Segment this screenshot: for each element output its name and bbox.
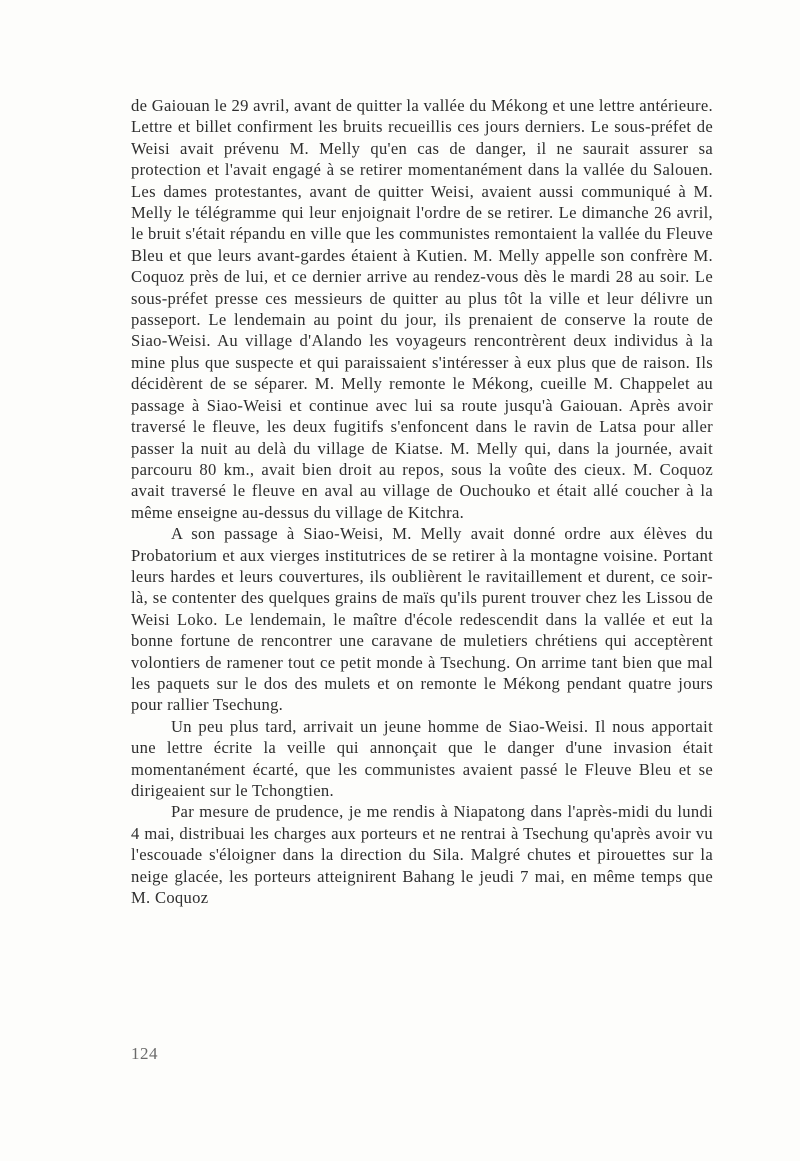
page-number: 124 <box>131 1044 158 1063</box>
paragraph-3: Un peu plus tard, arrivait un jeune homme de Siao-Weisi. Il nous apportait une lettre écrite la veille qui annonçait que le danger d'une invasion était momentanément écarté, que les communistes avaient passé le Fleuve Bleu et se dirigeaient sur le Tchongtien. <box>131 716 713 800</box>
paragraph-1: de Gaiouan le 29 avril, avant de quitter la vallée du Mékong et une lettre antérieure. Lettre et billet confirment les bruits recueillis ces jours derniers. Le sous-préfet de Weisi avait prévenu M. Melly qu'en cas de danger, il ne saurait assurer sa protection et l'avait engagé à se retirer momentanément dans la vallée du Salouen. Les dames protestantes, avant de quitter Weisi, avaient aussi communiqué à M. Melly le télégramme qui leur enjoignait l'ordre de se retirer. Le dimanche 26 avril, le bruit s'était répandu en ville que les communistes remontaient la vallée du Fleuve Bleu et que leurs avant-gardes étaient à Kutien. M. Melly appelle son confrère M. Coquoz près de lui, et ce dernier arrive au rendez-vous dès le mardi 28 au soir. Le sous-préfet presse ces messieurs de quitter au plus tôt la ville et leur délivre un passeport. Le lendemain au point du jour, ils prenaient de conserve la route de Siao-Weisi. Au village d'Alando les voyageurs rencontrèrent deux individus à la mine plus que suspecte et qui paraissaient s'intéresser à eux plus que de raison. Ils décidèrent de se séparer. M. Melly remonte le Mékong, cueille M. Chappelet au passage à Siao-Weisi et continue avec lui sa route jusqu'à Gaiouan. Après avoir traversé le fleuve, les deux fugitifs s'enfoncent dans le ravin de Latsa pour aller passer la nuit au delà du village de Kiatse. M. Melly qui, dans la journée, avait parcouru 80 km., avait bien droit au repos, sous la voûte des cieux. M. Coquoz avait traversé le fleuve en aval au village de Ouchouko et était allé coucher à la même enseigne au-dessus du village de Kitchra. <box>131 96 713 522</box>
paragraph-2: A son passage à Siao-Weisi, M. Melly avait donné ordre aux élèves du Probatorium et aux vierges institutrices de se retirer à la montagne voisine. Portant leurs hardes et leurs couvertures, ils oublièrent le ravitaillement et durent, ce soir-là, se contenter des quelques grains de maïs qu'ils purent trouver chez les Lissou de Weisi Loko. Le lendemain, le maître d'école redescendit dans la vallée et eut la bonne fortune de rencontrer une caravane de muletiers chrétiens qui acceptèrent volontiers de ramener tout ce petit monde à Tsechung. On arrime tant bien que mal les paquets sur le dos des mulets et on remonte le Mékong pendant quatre jours pour rallier Tsechung. <box>131 524 713 715</box>
body-text <box>131 95 713 908</box>
paragraph-4: Par mesure de prudence, je me rendis à Niapatong dans l'après-midi du lundi 4 mai, distribuai les charges aux porteurs et ne rentrai à Tsechung qu'après avoir vu l'escouade s'éloigner dans la direction du Sila. Malgré chutes et pirouettes sur la neige glacée, les porteurs atteignirent Bahang le jeudi 7 mai, en même temps que M. Coquoz <box>131 802 713 908</box>
